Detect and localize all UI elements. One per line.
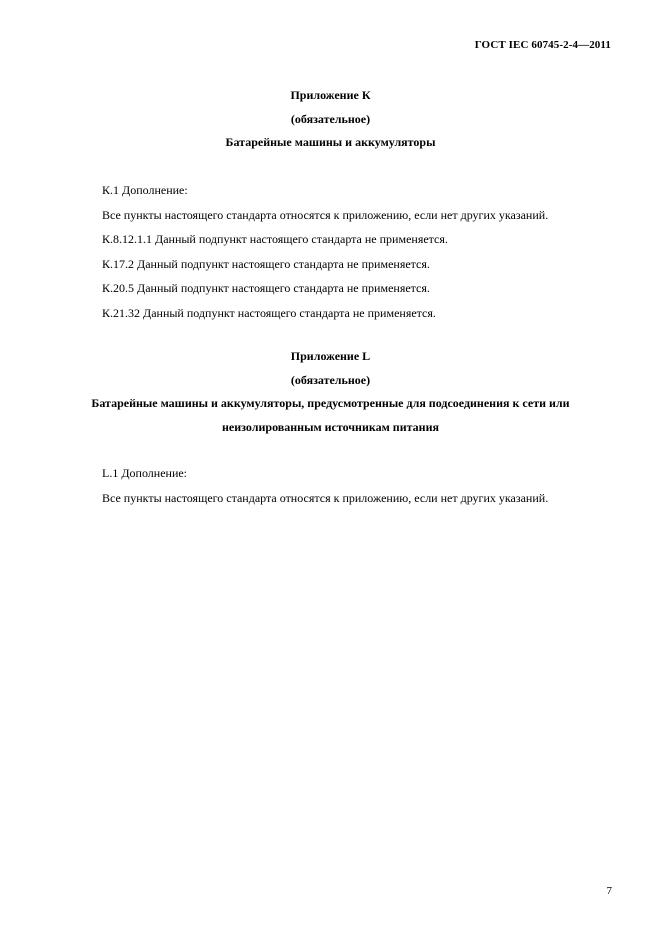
annex-l-status: (обязательное) [290,372,371,387]
annex-k-title: Приложение К [290,88,371,102]
annex-k-paragraph: Все пункты настоящего стандарта относятся к приложению, если нет других указаний. [102,207,549,222]
annex-l-heading [0,345,661,439]
annex-k-paragraph: К.8.12.1.1 Данный подпункт настоящего стандарта не применяется. [102,232,448,246]
annex-k-status: (обязательное) [290,111,371,126]
document-code-header: ГОСТ IEC 60745-2-4—2011 [474,39,611,51]
annex-l-title: Приложение L [290,349,371,363]
annex-k-body [102,178,622,325]
annex-k-paragraph: К.1 Дополнение: [102,183,188,197]
annex-k-paragraph: К.21.32 Данный подпункт настоящего стандарта не применяется. [102,305,436,320]
annex-k-paragraph: К.17.2 Данный подпункт настоящего стандарта не применяется. [102,256,430,271]
annex-l-subject-line: неизолированным источникам питания [222,419,439,434]
annex-l-body [102,461,622,510]
annex-l-subject [51,392,611,439]
page-number: 7 [606,885,612,897]
annex-l-paragraph: L.1 Дополнение: [102,466,188,480]
annex-l-subject-line: Батарейные машины и аккумуляторы, предусмотренные для подсоединения к сети или [91,396,570,410]
annex-l-paragraph: Все пункты настоящего стандарта относятся к приложению, если нет других указаний. [102,490,549,505]
annex-k-subject: Батарейные машины и аккумуляторы [225,135,436,149]
annex-k-heading [0,84,661,155]
annex-k-paragraph: К.20.5 Данный подпункт настоящего стандарта не применяется. [102,281,430,295]
